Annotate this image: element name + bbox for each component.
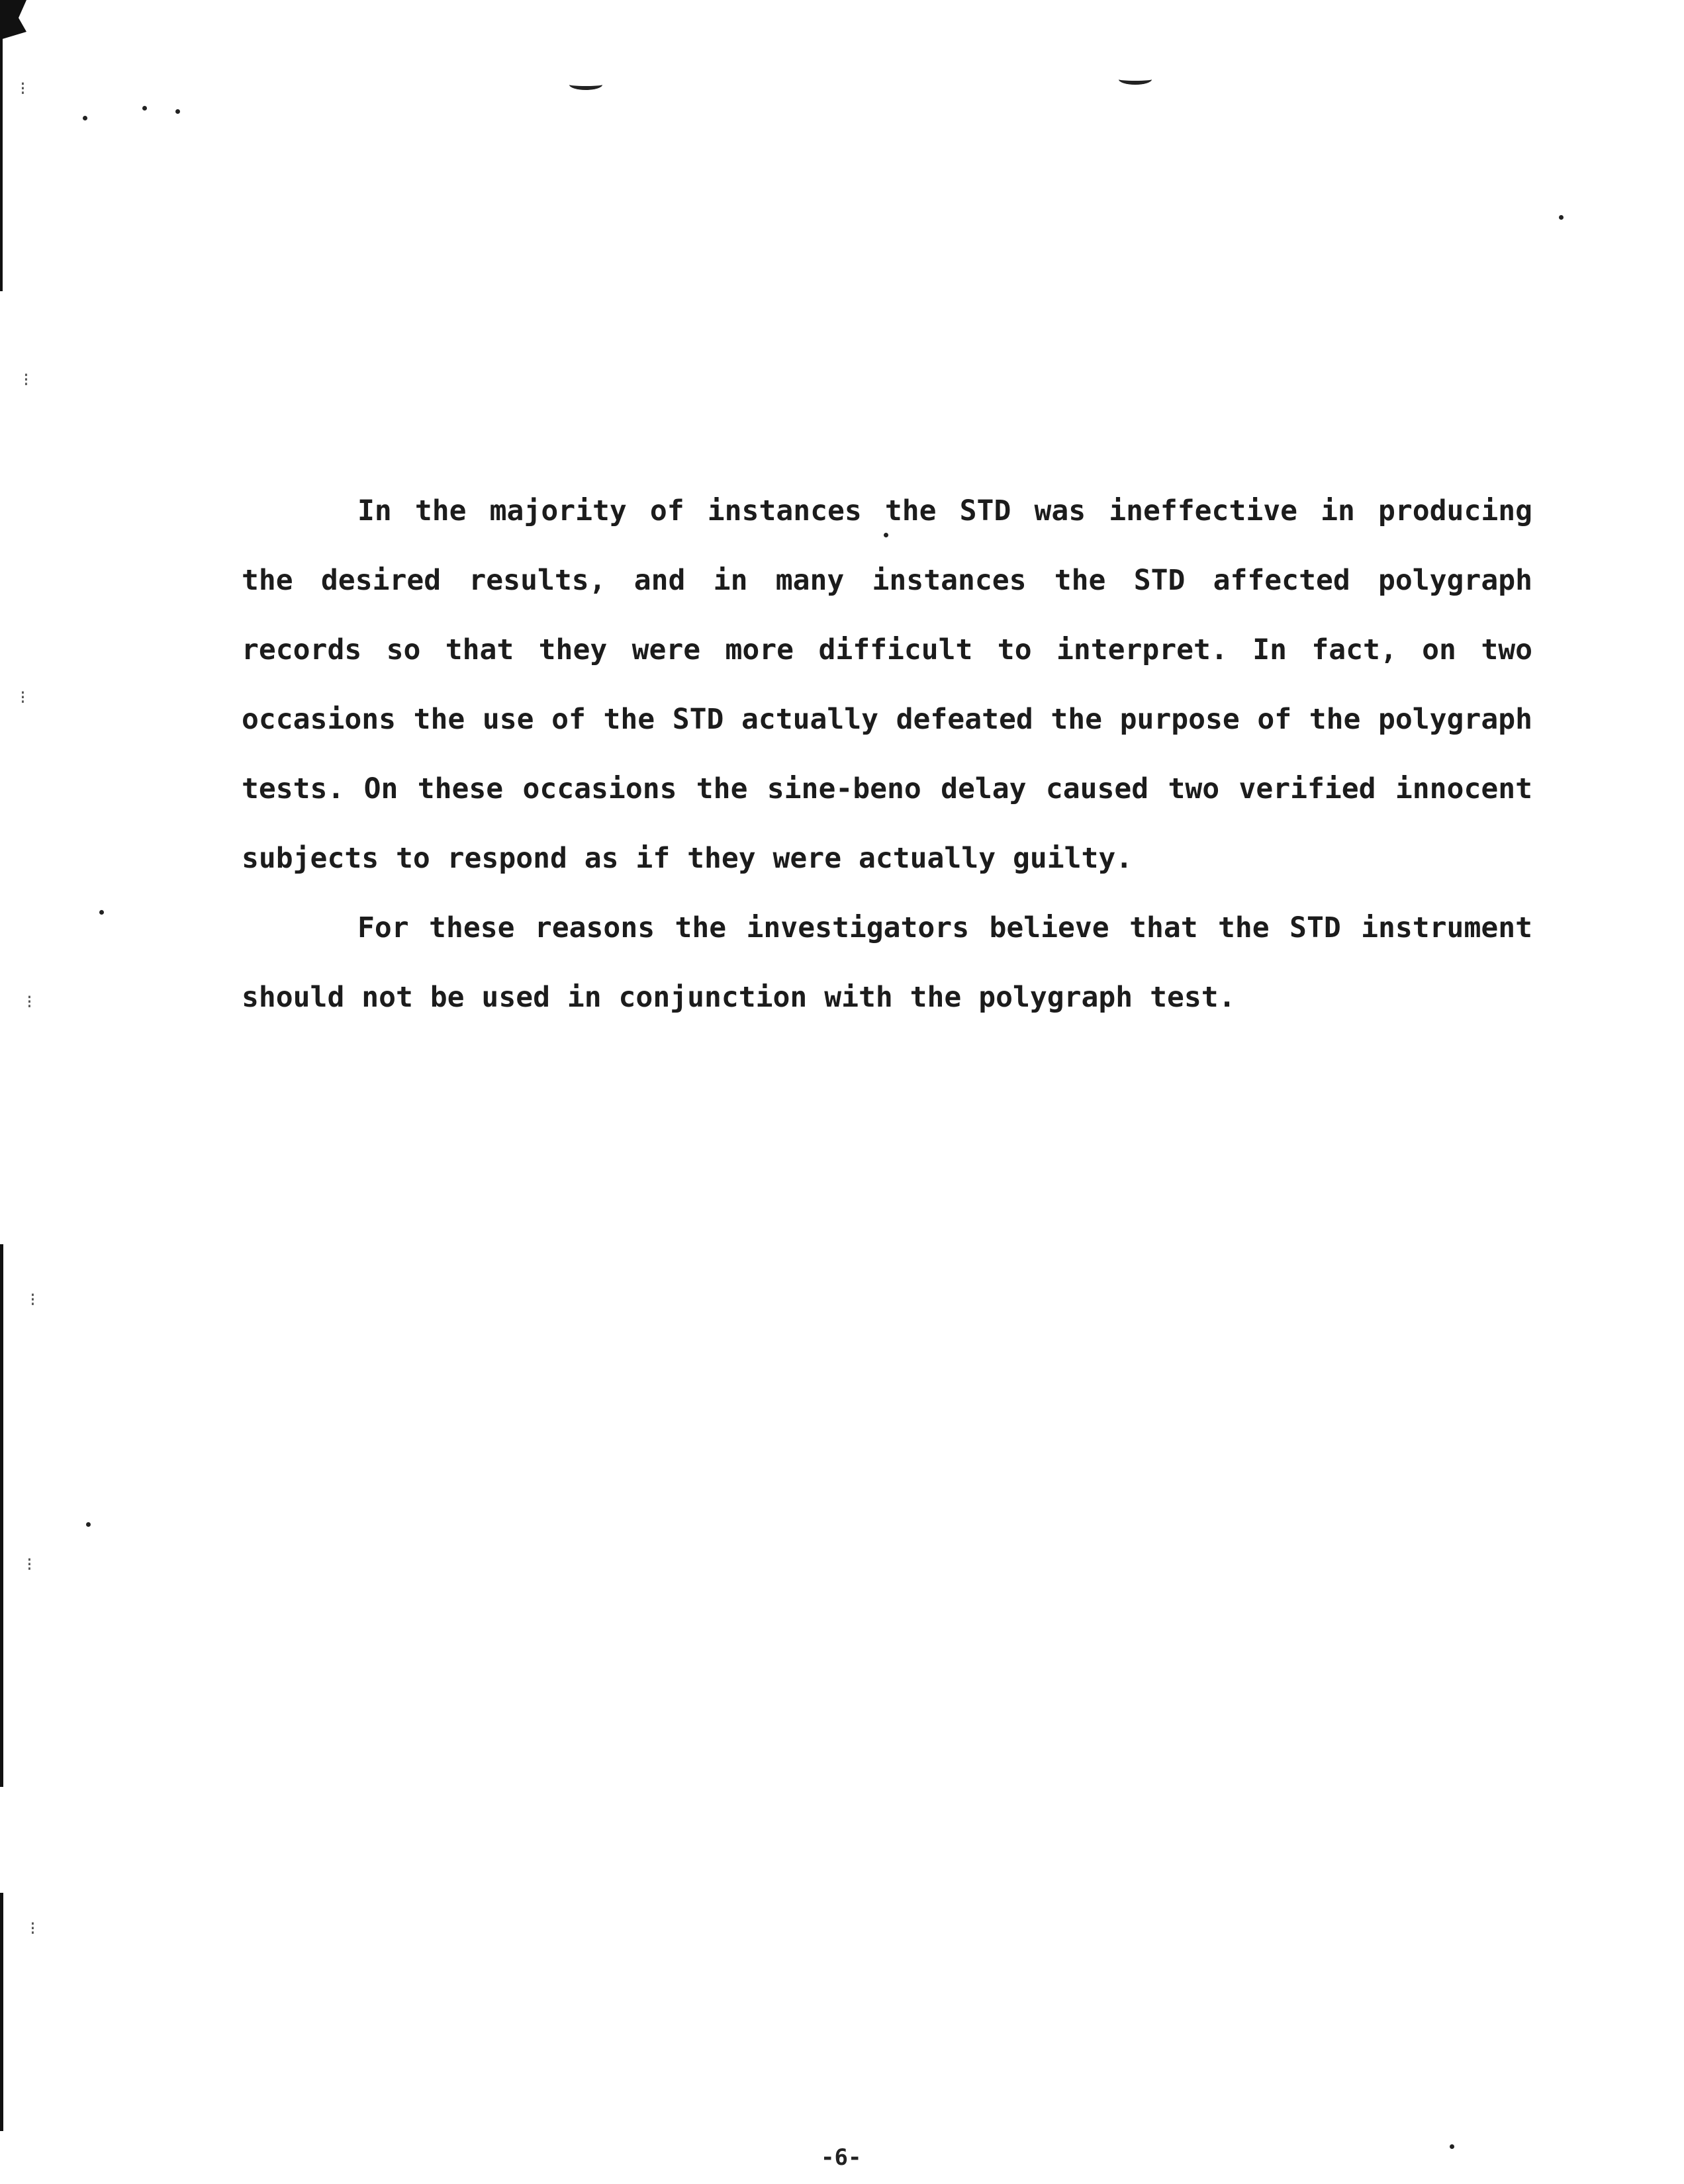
paragraph-conclusion: For these reasons the investigators believe that the STD instrument should not be used in conjunction with the polygraph test. (242, 911, 1532, 1014)
binding-speck: ⁝ (20, 77, 26, 99)
binding-speck: ⁝ (30, 1289, 36, 1310)
binding-corner-mark (0, 0, 26, 40)
binding-speck: ⁝ (20, 686, 26, 708)
body-text (242, 477, 1532, 1032)
speck (1559, 215, 1564, 220)
speck (83, 116, 87, 120)
paragraph-findings: In the majority of instances the STD was ineffective in producing the desired results, and in many instances the STD affected polygraph records so that they were more difficult to interpret. In fact, on two occasions the use of the STD actually defeated the purpose of the polygraph tests. On these occasions the sine-beno delay caused two verified innocent subjects to respond as if they were actually guilty. (242, 494, 1532, 875)
speck (175, 109, 180, 114)
speck (99, 910, 104, 915)
binding-speck: ⁝ (26, 991, 32, 1013)
page-number: -6- (821, 2144, 862, 2171)
left-edge-shadow-middle (0, 1244, 3, 1787)
binding-speck: ⁝ (26, 1553, 32, 1575)
speck (1450, 2144, 1454, 2149)
speck (86, 1522, 91, 1527)
binding-speck: ⁝ (23, 369, 29, 390)
speck (142, 106, 147, 111)
hole-punch-mark-left (569, 79, 602, 90)
binding-speck: ⁝ (30, 1917, 36, 1939)
hole-punch-mark-right (1119, 74, 1152, 85)
left-edge-shadow-top (0, 0, 3, 291)
left-edge-shadow-bottom (0, 1893, 3, 2131)
